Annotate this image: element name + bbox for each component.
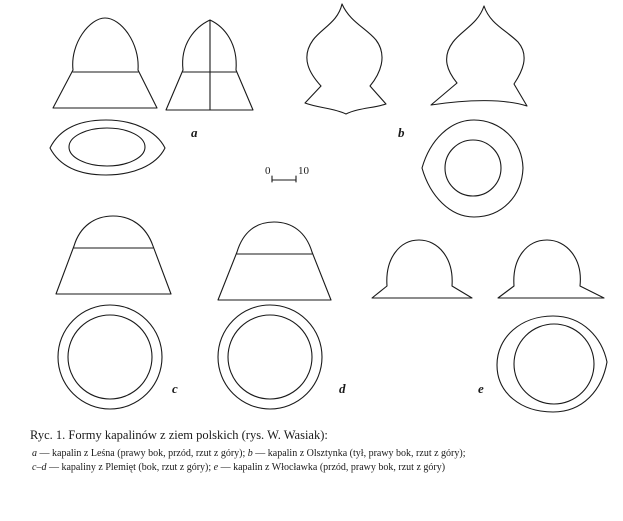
helmet-c-side-view [56,216,171,294]
panel-label-e: e [478,381,484,396]
helmet-b-back-view [305,4,386,114]
helmet-e-side-view [498,240,604,298]
legend-text-cd: — kapaliny z Plemięt (bok, rzut z góry); [46,462,214,473]
legend-key-b: b [247,448,253,459]
helmet-c-top-view-outer [58,305,162,409]
helmet-e-top-view-inner [514,324,594,404]
helmet-b-top-view-inner [445,140,501,196]
caption-legend-line-1 [32,447,615,461]
caption-legend [30,447,615,475]
legend-text-b: — kapalin z Olsztynka (tył, prawy bok, rzut z góry); [252,448,466,459]
legend-key-cd: c–d [32,462,47,473]
scale-bar-label-start: 0 [265,165,271,177]
scale-bar [265,165,310,182]
legend-text-a: — kapalin z Leśna (prawy bok, przód, rzut z góry); [37,448,248,459]
figure-caption [30,426,615,475]
helmet-d-top-view-outer [218,305,322,409]
panel-a-drawings [50,18,253,175]
panel-b-drawings [305,4,527,217]
helmet-a-side-view [53,18,157,108]
caption-title: Ryc. 1. Formy kapalinów z ziem polskich (rys. W. Wasiak): [30,428,328,442]
helmet-a-top-view-inner [69,128,145,166]
panel-label-c: c [172,381,178,396]
helmet-d-top-view-inner [228,315,312,399]
panel-d-drawings [218,222,346,409]
legend-key-a: a [32,448,37,459]
legend-text-e: — kapalin z Włocławka (przód, prawy bok, rzut z góry) [218,462,446,473]
helmet-d-side-view [218,222,331,300]
panel-e-drawings [372,240,607,412]
helmet-c-top-view-inner [68,315,152,399]
panel-c-drawings [56,216,178,409]
panel-label-b: b [398,125,405,140]
helmet-e-front-view [372,240,472,298]
panel-label-d: d [339,381,346,396]
legend-key-e: e [213,462,219,473]
helmet-b-side-view [431,6,527,106]
helmet-b-top-view-outer [422,120,523,217]
panel-label-a: a [191,125,198,140]
caption-legend-line-2 [32,461,615,475]
scale-bar-label-end: 10 [298,165,309,177]
